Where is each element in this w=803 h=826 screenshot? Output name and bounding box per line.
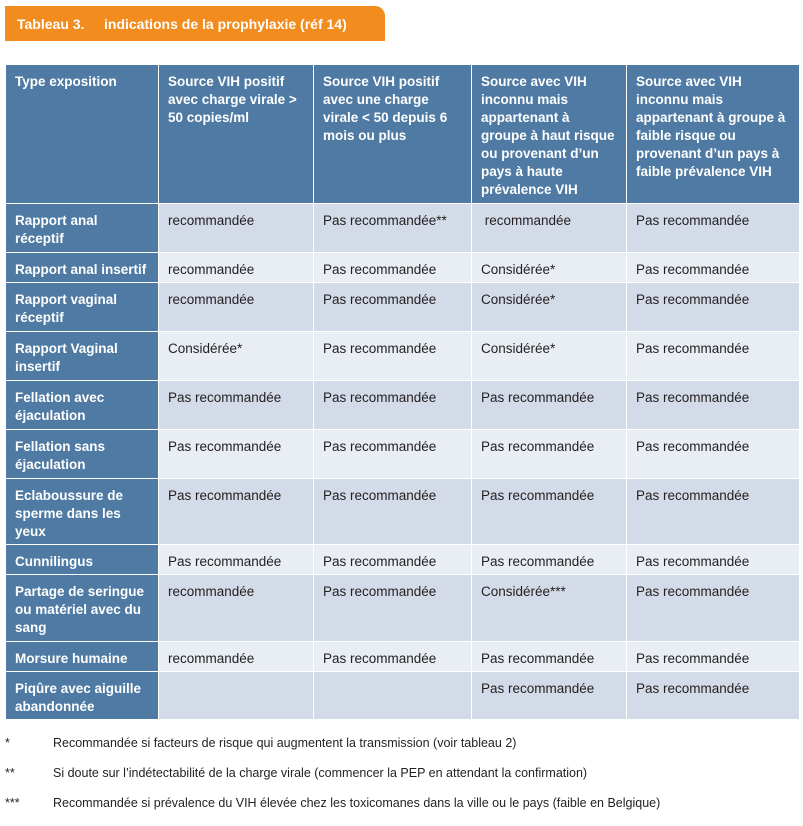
row-label: Fellation avec éjaculation: [6, 381, 159, 430]
table-cell: Pas recommandée: [627, 381, 800, 430]
table-row: [6, 430, 800, 479]
row-label: Piqûre avec aiguille abandonnée: [6, 672, 159, 720]
table-row: [6, 381, 800, 430]
table-row: [6, 253, 800, 283]
row-label: Eclaboussure de sperme dans les yeux: [6, 479, 159, 545]
table-cell: Pas recommandée: [472, 381, 627, 430]
table-cell: [159, 672, 314, 720]
table-cell: recommandée: [472, 204, 627, 253]
table-cell: recommandée: [159, 642, 314, 672]
table-cell: Pas recommandée: [159, 430, 314, 479]
header-vih-positive-low: Source VIH positif avec une charge virale < 50 depuis 6 mois ou plus: [314, 65, 472, 204]
footnote: [5, 766, 799, 796]
table-cell: Considérée***: [472, 575, 627, 642]
table-cell: Pas recommandée: [627, 575, 800, 642]
table-cell: recommandée: [159, 283, 314, 332]
footnote-mark: *: [5, 736, 10, 750]
table-cell: Pas recommandée: [627, 642, 800, 672]
row-label: Rapport anal réceptif: [6, 204, 159, 253]
table-row: [6, 479, 800, 545]
header-exposure-type: Type exposition: [6, 65, 159, 204]
row-label: Fellation sans éjaculation: [6, 430, 159, 479]
row-label: Rapport anal insertif: [6, 253, 159, 283]
table-cell: Pas recommandée: [627, 332, 800, 381]
header-row: [6, 65, 800, 204]
table-row: [6, 545, 800, 575]
table-cell: Pas recommandée: [159, 479, 314, 545]
table-cell: Pas recommandée**: [314, 204, 472, 253]
footnote-mark: **: [5, 766, 15, 780]
table-cell: Considérée*: [159, 332, 314, 381]
table-cell: Pas recommandée: [472, 479, 627, 545]
table-cell: Pas recommandée: [314, 575, 472, 642]
table-cell: Pas recommandée: [314, 332, 472, 381]
table-cell: Pas recommandée: [472, 642, 627, 672]
table-number: Tableau 3.: [17, 16, 85, 32]
table-cell: Pas recommandée: [627, 672, 800, 720]
row-label: Morsure humaine: [6, 642, 159, 672]
footnote: [5, 796, 799, 826]
table-row: [6, 204, 800, 253]
table-cell: Pas recommandée: [627, 283, 800, 332]
table-cell: Pas recommandée: [472, 545, 627, 575]
table-cell: recommandée: [159, 575, 314, 642]
table-cell: Pas recommandée: [627, 430, 800, 479]
table-cell: Pas recommandée: [159, 381, 314, 430]
row-label: Rapport vaginal réceptif: [6, 283, 159, 332]
table-cell: Pas recommandée: [472, 430, 627, 479]
header-unknown-low-risk: Source avec VIH inconnu mais appartenant à groupe à faible risque ou provenant d’un pays à faible prévalence VIH: [627, 65, 800, 204]
prophylaxis-table: [5, 64, 800, 720]
table-cell: Pas recommandée: [627, 479, 800, 545]
footnote-text: Recommandée si prévalence du VIH élevée chez les toxicomanes dans la ville ou le pays (faible en Belgique): [53, 796, 661, 810]
table-cell: Pas recommandée: [627, 545, 800, 575]
table-cell: Pas recommandée: [159, 545, 314, 575]
table-cell: recommandée: [159, 204, 314, 253]
table-title-banner: [5, 6, 385, 41]
table-cell: Pas recommandée: [314, 253, 472, 283]
table-cell: Pas recommandée: [314, 283, 472, 332]
footnote-text: Si doute sur l’indétectabilité de la charge virale (commencer la PEP en attendant la confirmation): [53, 766, 588, 780]
footnotes: [5, 736, 799, 826]
table-cell: Pas recommandée: [314, 642, 472, 672]
table-cell: Pas recommandée: [314, 545, 472, 575]
table-row: [6, 332, 800, 381]
table-cell: Considérée*: [472, 283, 627, 332]
table-cell: Pas recommandée: [472, 672, 627, 720]
table-cell: Considérée*: [472, 332, 627, 381]
header-unknown-high-risk: Source avec VIH inconnu mais appartenant à groupe à haut risque ou provenant d’un pays à haute prévalence VIH: [472, 65, 627, 204]
table-row: [6, 672, 800, 720]
row-label: Rapport Vaginal insertif: [6, 332, 159, 381]
table-cell: Pas recommandée: [314, 430, 472, 479]
table-cell: Pas recommandée: [627, 253, 800, 283]
table-row: [6, 575, 800, 642]
table-cell: Pas recommandée: [627, 204, 800, 253]
table-cell: [314, 672, 472, 720]
table-cell: Pas recommandée: [314, 479, 472, 545]
table-title: indications de la prophylaxie (réf 14): [104, 16, 347, 32]
footnote-text: Recommandée si facteurs de risque qui augmentent la transmission (voir tableau 2): [53, 736, 517, 750]
table-cell: recommandée: [159, 253, 314, 283]
footnote-mark: ***: [5, 796, 20, 810]
table-cell: Pas recommandée: [314, 381, 472, 430]
row-label: Partage de seringue ou matériel avec du sang: [6, 575, 159, 642]
table-row: [6, 642, 800, 672]
table-cell: Considérée*: [472, 253, 627, 283]
table-row: [6, 283, 800, 332]
row-label: Cunnilingus: [6, 545, 159, 575]
footnote: [5, 736, 799, 766]
header-vih-positive-high: Source VIH positif avec charge virale > 50 copies/ml: [159, 65, 314, 204]
